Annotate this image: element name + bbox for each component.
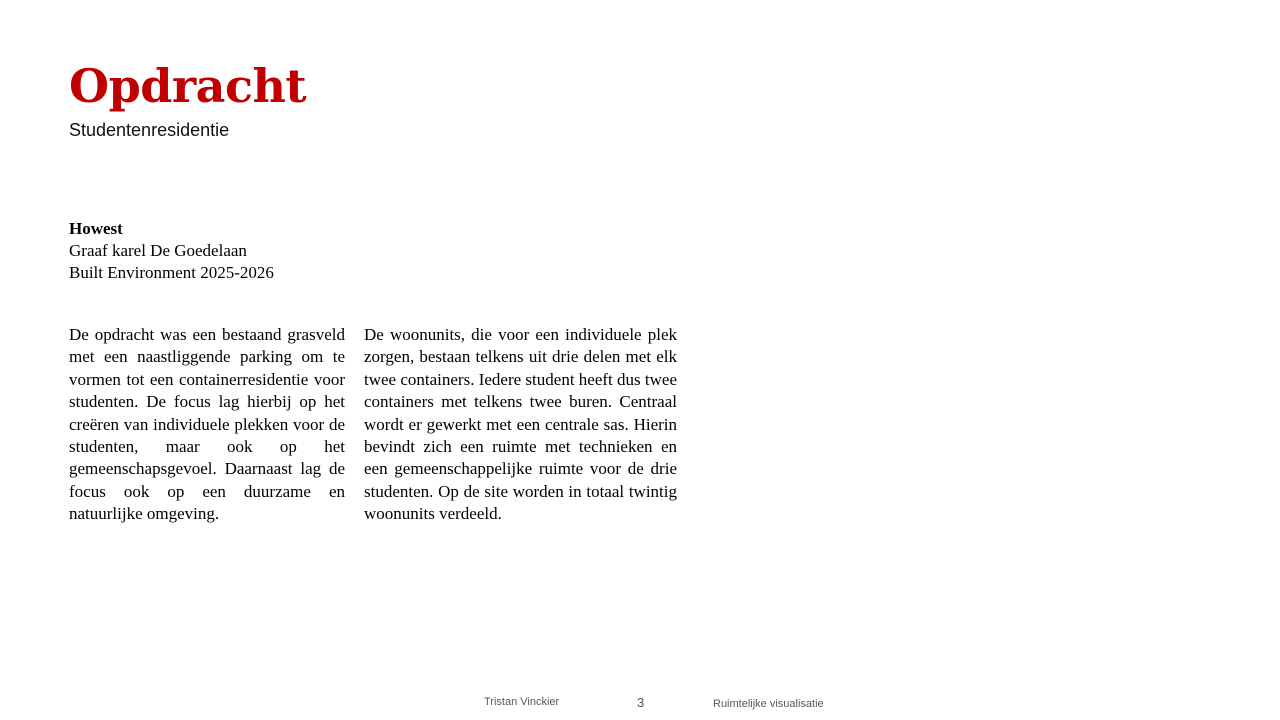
- footer-course: Ruimtelijke visualisatie: [713, 698, 824, 710]
- organization-name: Howest: [69, 219, 123, 238]
- slide-title: Opdracht: [69, 59, 307, 113]
- project-info: [69, 218, 274, 284]
- body-paragraph-right: De woonunits, die voor een individuele plek zorgen, bestaan telkens uit drie delen met elk twee containers. Iedere student heeft dus twee containers met telkens twee buren. Centraal wordt er gewerkt met een centrale sas. Hierin bevindt zich een ruimte met technieken en een gemeenschappelijke ruimte voor de drie studenten. Op de site worden in totaal twintig woonunits verdeeld.: [364, 325, 677, 524]
- body-paragraph-left: De opdracht was een bestaand grasveld met een naastliggende parking om te vormen tot een containerresidentie voor studenten. De focus lag hierbij op het creëren van individuele plekken voor de studenten, maar ook op het gemeenschapsgevoel. Daarnaast lag de focus ook op een duurzame en natuurlijke omgeving.: [69, 325, 345, 524]
- program-line: Built Environment 2025-2026: [69, 263, 274, 282]
- page-number: 3: [637, 695, 645, 710]
- slide-subtitle: Studentenresidentie: [69, 120, 230, 140]
- address-line: Graaf karel De Goedelaan: [69, 241, 247, 260]
- footer-author: Tristan Vinckier: [484, 696, 560, 708]
